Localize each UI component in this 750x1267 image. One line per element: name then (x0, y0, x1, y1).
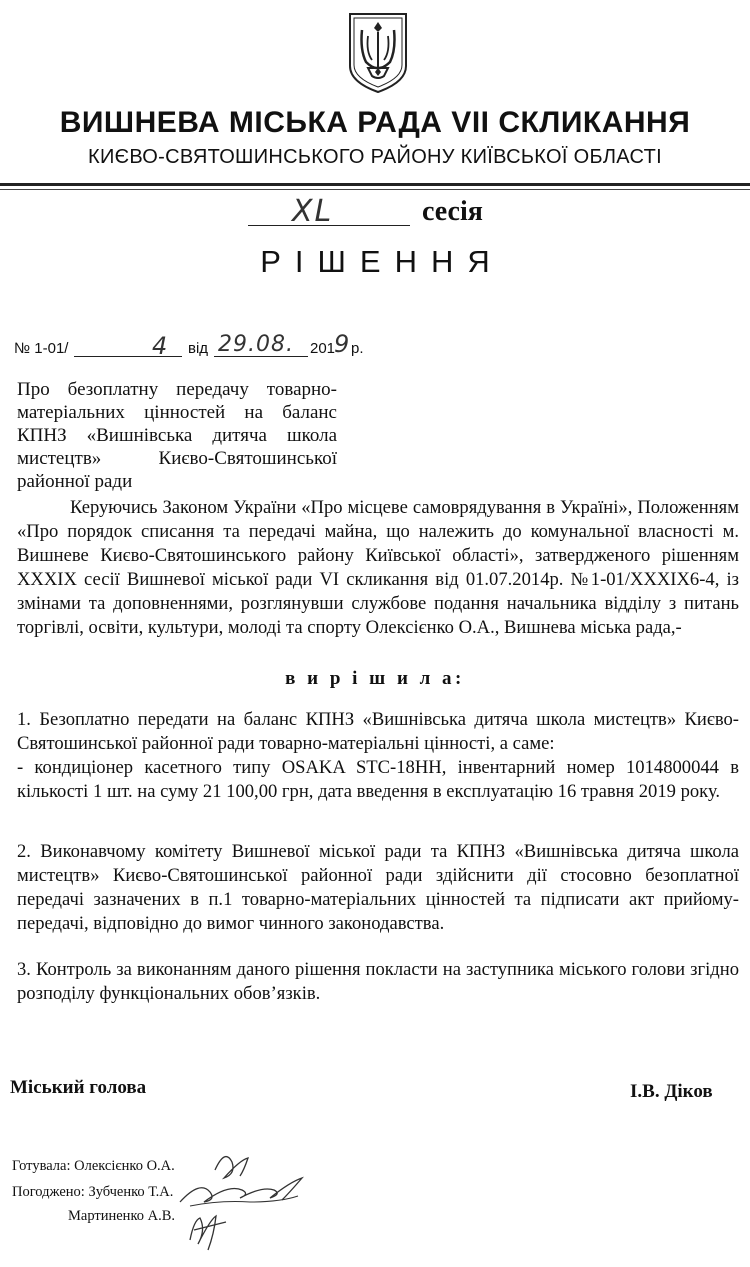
clause-1-text: 1. Безоплатно передати на баланс КПНЗ «Вишнівська дитяча школа мистецтв» Києво-Святошинської районної ради товарно-матеріальні цінності, а саме: (17, 709, 739, 754)
date-label: від (188, 340, 209, 357)
session-label: сесія (422, 196, 483, 227)
decision-subject: Про безоплатну передачу товарно-матеріальних цінностей на баланс КПНЗ «Вишнівська дитяча школа мистецтв» Києво-Святошинської районної ради (17, 379, 337, 492)
council-title: ВИШНЕВА МІСЬКА РАДА VII СКЛИКАННЯ (59, 106, 691, 139)
trident-coat-of-arms-icon (346, 10, 410, 94)
number-handwritten: 4 (152, 332, 168, 360)
clause-1-item: - кондиціонер касетного типу OSAKA STC-18HH, інвентарний номер 1014800044 в кількості 1 шт. на суму 21 100,00 грн, дата введення в експлуатацію 16 травня 2019 року. (17, 757, 739, 802)
header-rule-thick (0, 183, 750, 186)
preamble-paragraph: Керуючись Законом України «Про місцеве самоврядування в Україні», Положенням «Про порядок списання та передачі майна, що належить до комунальної власності м. Вишневе Києво-Святошинського району Київської області», затвердженого рішенням XXXIX сесії Вишневої міської ради VI скликання від 01.07.2014р. №1-01/XXXIX6-4, із змінами та доповненнями, розглянувши службове подання начальника відділу з питань торгівлі, освіти, культури, молоді та спорту Олексієнко О.А., Вишнева міська рада,- (17, 497, 739, 638)
year-prefix: 201 (310, 340, 336, 357)
handwritten-signature (170, 1140, 320, 1260)
number-prefix: № 1-01/ (14, 340, 69, 357)
clause-1 (17, 708, 739, 804)
prepared-by: Готувала: Олексієнко О.А. (12, 1158, 175, 1174)
signatory-role: Міський голова (10, 1077, 147, 1098)
resolved-heading: в и р і ш и л а: (285, 668, 465, 689)
council-district: КИЄВО-СВЯТОШИНСЬКОГО РАЙОНУ КИЇВСЬКОЇ ОБЛАСТІ (88, 146, 662, 168)
decision-number-row (14, 330, 434, 360)
session-number: XL (292, 194, 334, 229)
date-handwritten: 29.08. (218, 332, 294, 357)
header-rule-thin (0, 189, 750, 190)
clause-3: 3. Контроль за виконанням даного рішення покласти на заступника міського голови згідно розподілу функціональних обов’язків. (17, 959, 739, 1004)
document-type-title: РІШЕННЯ (260, 244, 504, 279)
year-suffix: р. (351, 340, 364, 357)
session-row (248, 196, 528, 230)
signatory-name: І.В. Діков (630, 1081, 713, 1102)
agreed-by: Погоджено: Зубченко Т.А. (12, 1184, 174, 1200)
agreed-by-second: Мартиненко А.В. (68, 1208, 176, 1224)
clause-2: 2. Виконавчому комітету Вишневої міської ради та КПНЗ «Вишнівська дитяча школа мистецтв» Києво-Святошинської районної ради здійснити дії стосовно безоплатної передачі зазначених в п.1 товарно-матеріальних цінностей та підписати акт прийому-передачі, відповідно до вимог чинного законодавства. (17, 841, 739, 934)
year-handwritten: 9 (334, 330, 350, 358)
